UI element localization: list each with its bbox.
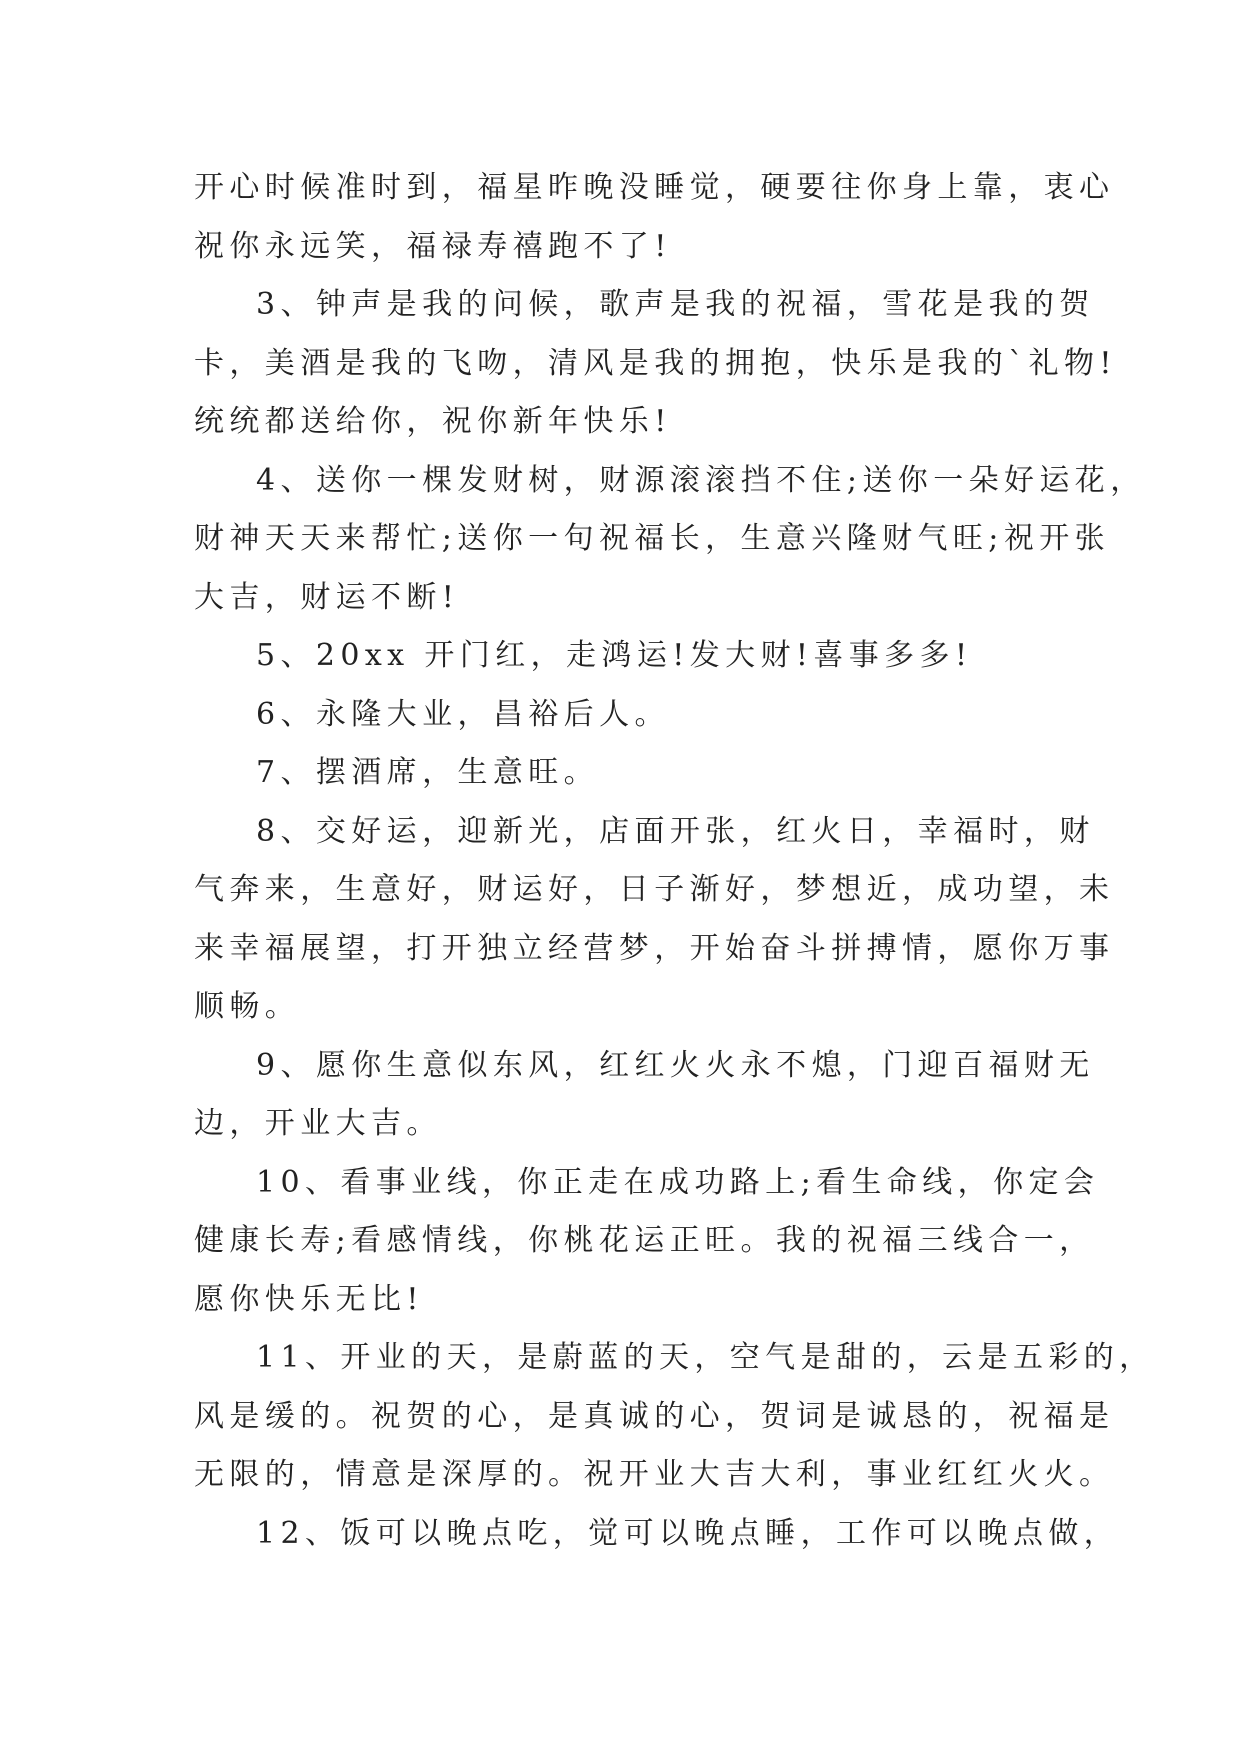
text-line: 10、看事业线，你正走在成功路上;看生命线，你定会	[256, 1164, 1100, 1200]
text-line: 4、送你一棵发财树，财源滚滚挡不住;送你一朵好运花，	[256, 462, 1146, 498]
text-line: 3、钟声是我的问候，歌声是我的祝福，雪花是我的贺	[256, 287, 1095, 322]
text-line: 5、20xx 开门红，走鸿运!发大财!喜事多多!	[256, 638, 973, 673]
paragraph-5	[194, 627, 1074, 686]
text-line: 来幸福展望，打开独立经营梦，开始奋斗拼搏情，愿你万事	[194, 930, 1115, 966]
text-line: 7、摆酒席，生意旺。	[256, 755, 600, 790]
paragraph-11	[194, 1329, 1155, 1505]
text-line: 边，开业大吉。	[194, 1106, 442, 1141]
text-line: 健康长寿;看感情线，你桃花运正旺。我的祝福三线合一，	[194, 1223, 1095, 1258]
text-line: 财神天天来帮忙;送你一句祝福长，生意兴隆财气旺;祝开张	[194, 521, 1111, 556]
paragraph-6	[194, 686, 1074, 745]
paragraph-7	[194, 744, 1074, 803]
text-line: 大吉，财运不断!	[194, 579, 460, 615]
document-body	[194, 159, 1155, 1563]
text-line: 11、开业的天，是蔚蓝的天，空气是甜的，云是五彩的，	[256, 1340, 1155, 1375]
paragraph-8	[194, 803, 1115, 1037]
text-line: 顺畅。	[194, 989, 301, 1024]
text-line: 风是缓的。祝贺的心，是真诚的心，贺词是诚恳的，祝福是	[194, 1398, 1115, 1434]
paragraph-12	[194, 1505, 1120, 1564]
text-line: 卡，美酒是我的飞吻，清风是我的拥抱，快乐是我的`礼物!	[194, 345, 1117, 381]
paragraph-3	[194, 276, 1117, 452]
paragraph-9	[194, 1037, 1095, 1154]
text-line: 6、永隆大业，昌裕后人。	[256, 696, 670, 732]
text-line: 9、愿你生意似东风，红红火火永不熄，门迎百福财无	[256, 1047, 1095, 1083]
paragraph-10	[194, 1154, 1100, 1330]
text-line: 12、饭可以晚点吃，觉可以晚点睡，工作可以晚点做，	[256, 1515, 1120, 1551]
paragraph-4	[194, 452, 1146, 628]
text-line: 无限的，情意是深厚的。祝开业大吉大利，事业红红火火。	[194, 1457, 1115, 1492]
text-line: 8、交好运，迎新光，店面开张，红火日，幸福时，财	[256, 813, 1095, 849]
text-line: 开心时候准时到，福星昨晚没睡觉，硬要往你身上靠，衷心	[194, 170, 1115, 205]
text-line: 愿你快乐无比!	[194, 1281, 424, 1317]
text-line: 气奔来，生意好，财运好，日子渐好，梦想近，成功望，未	[194, 872, 1115, 907]
text-line: 统统都送给你，祝你新年快乐!	[194, 404, 672, 439]
text-line: 祝你永远笑，福禄寿禧跑不了!	[194, 228, 672, 264]
paragraph-continuation	[194, 159, 1115, 276]
